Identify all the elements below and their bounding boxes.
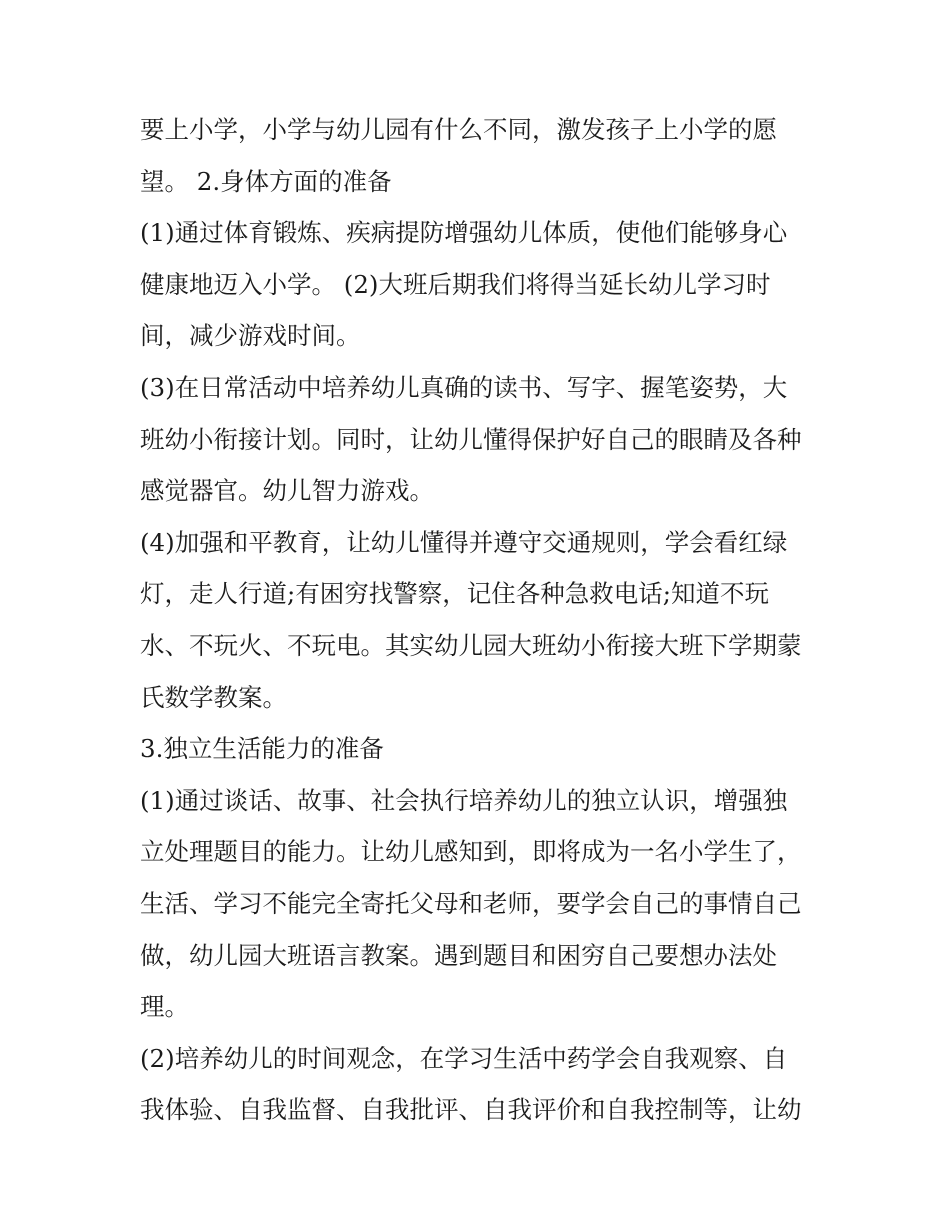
text-line: 我体验、自我监督、自我批评、自我评价和自我控制等，让幼	[140, 1095, 802, 1125]
text-line: 做，幼儿园大班语言教案。遇到题目和困穷自己要想办法处	[140, 940, 777, 970]
text-line: (1)通过体育锻炼、疾病提防增强幼儿体质，使他们能够身心	[140, 218, 788, 248]
text-line: 水、不玩火、不玩电。其实幼儿园大班幼小衔接大班下学期蒙	[140, 630, 802, 660]
text-line: 生活、学习不能完全寄托父母和老师，要学会自己的事情自己	[140, 888, 802, 918]
text-line: 灯，走人行道;有困穷找警察，记住各种急救电话;知道不玩	[140, 579, 770, 609]
text-line: (3)在日常活动中培养幼儿真确的读书、写字、握笔姿势，大	[140, 372, 788, 402]
text-line: (4)加强和平教育，让幼儿懂得并遵守交通规则，学会看红绿	[140, 527, 788, 557]
text-line: (2)培养幼儿的时间观念，在学习生活中药学会自我观察、自	[140, 1043, 788, 1073]
text-line: 立处理题目的能力。让幼儿感知到，即将成为一名小学生了，	[140, 837, 802, 867]
text-line: 健康地迈入小学。 (2)大班后期我们将得当延长幼儿学习时	[140, 269, 771, 299]
text-line: (1)通过谈话、故事、社会执行培养幼儿的独立认识，增强独	[140, 785, 788, 815]
text-line: 氏数学教案。	[140, 682, 287, 712]
text-line: 要上小学，小学与幼儿园有什么不同，激发孩子上小学的愿	[140, 115, 777, 144]
text-line: 望。 2.身体方面的准备	[140, 166, 392, 196]
section-heading: 3.独立生活能力的准备	[140, 734, 384, 764]
text-line: 班幼小衔接计划。同时，让幼儿懂得保护好自己的眼睛及各种	[140, 424, 802, 454]
document-body	[140, 104, 820, 1136]
text-line: 感觉器官。幼儿智力游戏。	[140, 476, 434, 506]
text-line: 间，减少游戏时间。	[140, 321, 361, 351]
text-line: 理。	[140, 992, 189, 1022]
